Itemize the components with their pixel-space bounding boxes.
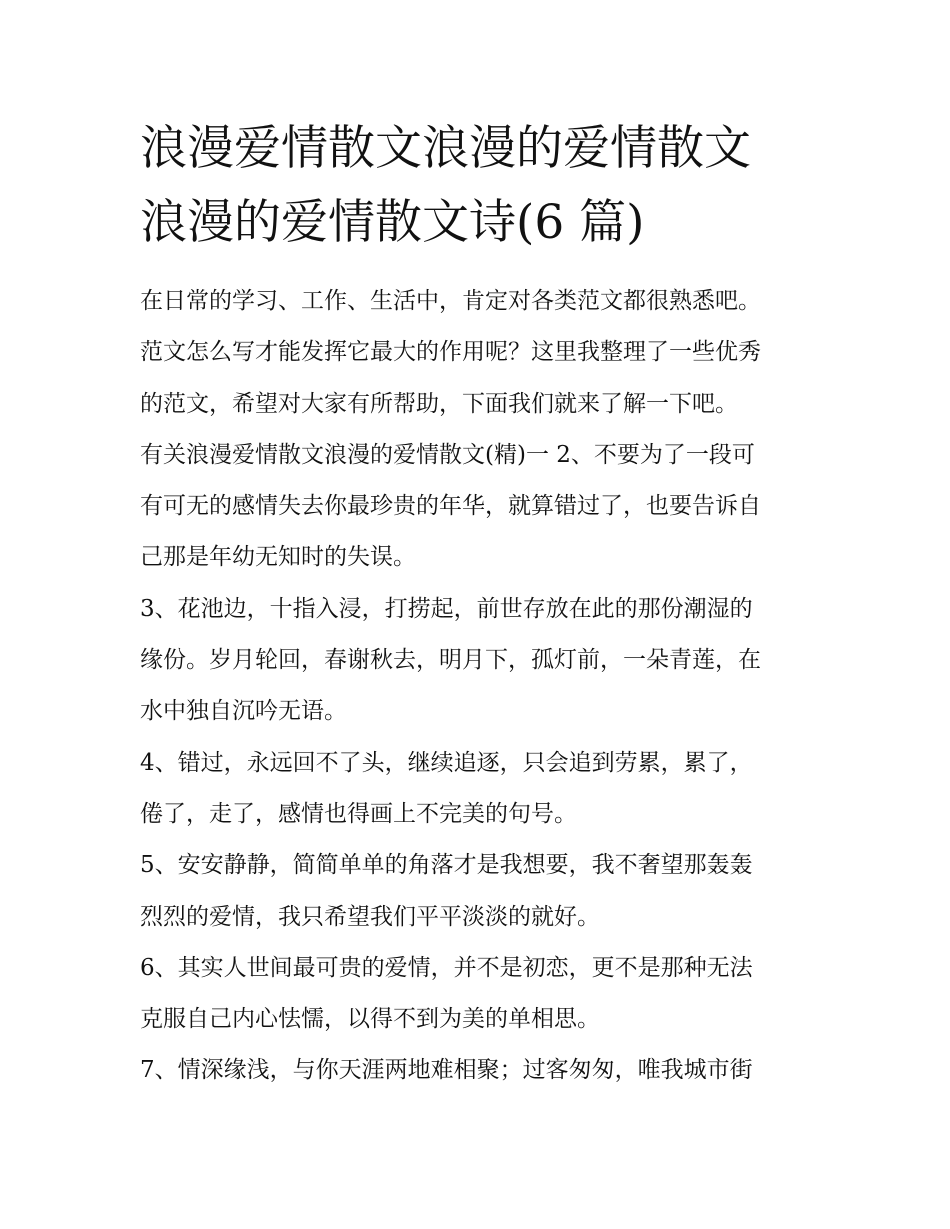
body-line: 水中独自沉吟无语。	[140, 698, 347, 725]
body-line: 己那是年幼无知时的失误。	[140, 544, 416, 571]
document-title	[140, 112, 840, 260]
body-line: 有关浪漫爱情散文浪漫的爱情散文(精)一 2、不要为了一段可	[140, 441, 755, 468]
title-line-1: 浪漫爱情散文浪漫的爱情散文	[140, 121, 751, 176]
document-body	[140, 276, 830, 1097]
title-line-2: 浪漫的爱情散文诗(6 篇)	[140, 195, 645, 250]
body-line: 7、情深缘浅，与你天涯两地难相聚；过客匆匆，唯我城市街	[140, 1057, 753, 1084]
body-line: 范文怎么写才能发挥它最大的作用呢？这里我整理了一些优秀	[140, 339, 761, 366]
body-line: 倦了，走了，感情也得画上不完美的句号。	[140, 800, 577, 827]
body-line: 5、安安静静，简简单单的角落才是我想要，我不奢望那轰轰	[140, 852, 753, 879]
body-line: 有可无的感情失去你最珍贵的年华，就算错过了，也要告诉自	[140, 493, 761, 520]
body-line: 的范文，希望对大家有所帮助，下面我们就来了解一下吧。	[140, 390, 738, 417]
body-line: 在日常的学习、工作、生活中，肯定对各类范文都很熟悉吧。	[140, 288, 761, 314]
body-line: 烈烈的爱情，我只希望我们平平淡淡的就好。	[140, 903, 600, 930]
body-line: 克服自己内心怯懦，以得不到为美的单相思。	[140, 1006, 600, 1033]
body-line: 6、其实人世间最可贵的爱情，并不是初恋，更不是那种无法	[140, 954, 753, 981]
body-line: 缘份。岁月轮回，春谢秋去，明月下，孤灯前，一朵青莲，在	[140, 647, 761, 674]
body-line: 3、花池边，十指入浸，打捞起，前世存放在此的那份潮湿的	[140, 595, 753, 622]
body-line: 4、错过，永远回不了头，继续追逐，只会追到劳累，累了，	[140, 749, 753, 776]
